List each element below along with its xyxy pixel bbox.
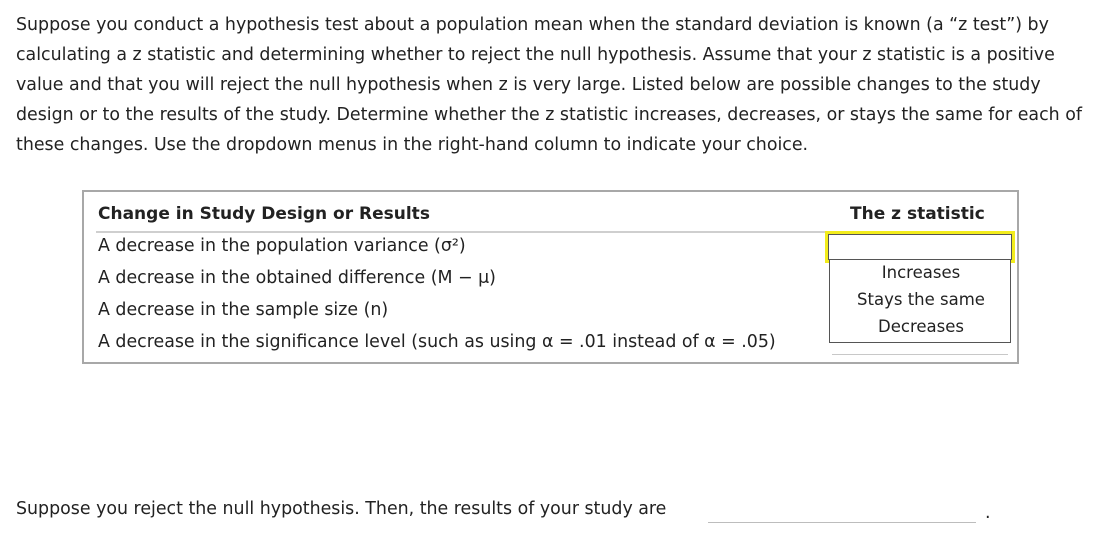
column-header-z-statistic: The z statistic	[850, 204, 985, 224]
row-label-significance-level: A decrease in the significance level (such as using α = .01 instead of α = .05)	[98, 332, 776, 352]
question-table	[82, 190, 1019, 364]
sentence-period: .	[985, 503, 991, 523]
option-stays-the-same[interactable]: Stays the same	[857, 290, 985, 309]
reject-null-sentence: Suppose you reject the null hypothesis. Then, the results of your study are	[16, 499, 667, 519]
results-answer-dropdown[interactable]	[708, 522, 976, 523]
row-label-sample-size: A decrease in the sample size (n)	[98, 300, 389, 320]
question-text: Suppose you conduct a hypothesis test about a population mean when the standard deviation is known (a “z test”) by calculating a z statistic and determining whether to reject the null hypothesis. Assume that your z statistic is a positive value and that you will reject the null hypothesis when z is very large. Listed below are possible changes to the study design or to the results of the study. Determine whether the z statistic increases, decreases, or stays the same for each of these changes. Use the dropdown menus in the right-hand column to indicate your choice.	[16, 15, 1082, 155]
z-statistic-dropdown[interactable]	[828, 234, 1012, 260]
answer-underline	[832, 354, 1008, 355]
row-label-obtained-difference: A decrease in the obtained difference (M − μ)	[98, 268, 496, 288]
column-header-change: Change in Study Design or Results	[98, 204, 430, 224]
option-decreases[interactable]: Decreases	[878, 317, 964, 336]
row-label-population-variance: A decrease in the population variance (σ²)	[98, 236, 466, 256]
dropdown-menu	[829, 260, 1011, 343]
header-divider	[96, 231, 1006, 233]
option-increases[interactable]: Increases	[881, 263, 961, 282]
